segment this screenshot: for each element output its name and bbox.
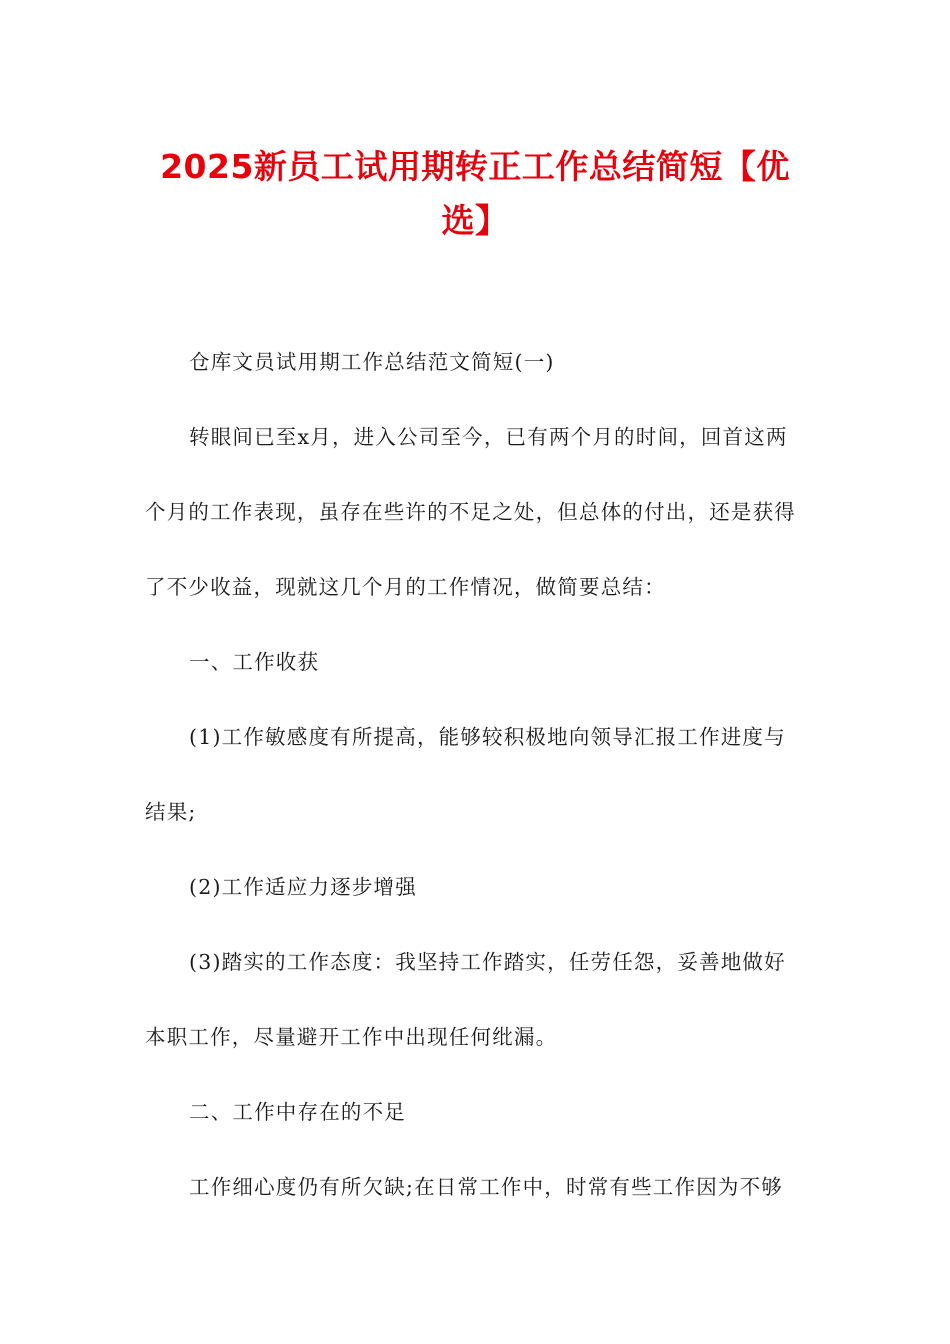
section-heading: 二、工作中存在的不足 (189, 1100, 406, 1124)
list-item: (2)工作适应力逐步增强 (189, 875, 417, 899)
document-body (145, 325, 805, 1225)
body-paragraph: 工作细心度仍有所欠缺;在日常工作中，时常有些工作因为不够 (189, 1175, 784, 1199)
list-item: (1)工作敏感度有所提高，能够较积极地向领导汇报工作进度与结果; (145, 725, 786, 824)
body-paragraph: 转眼间已至x月，进入公司至今，已有两个月的时间，回首这两个月的工作表现，虽存在些许的不足之处，但总体的付出，还是获得了不少收益，现就这几个月的工作情况，做简要总结： (145, 425, 796, 599)
section-heading: 仓库文员试用期工作总结范文简短(一) (189, 350, 555, 374)
list-item: (3)踏实的工作态度：我坚持工作踏实，任劳任怨，妥善地做好本职工作，尽量避开工作中出现任何纰漏。 (145, 950, 786, 1049)
section-heading: 一、工作收获 (189, 650, 320, 674)
document-title: 2025新员工试用期转正工作总结简短【优选】 (160, 147, 790, 240)
